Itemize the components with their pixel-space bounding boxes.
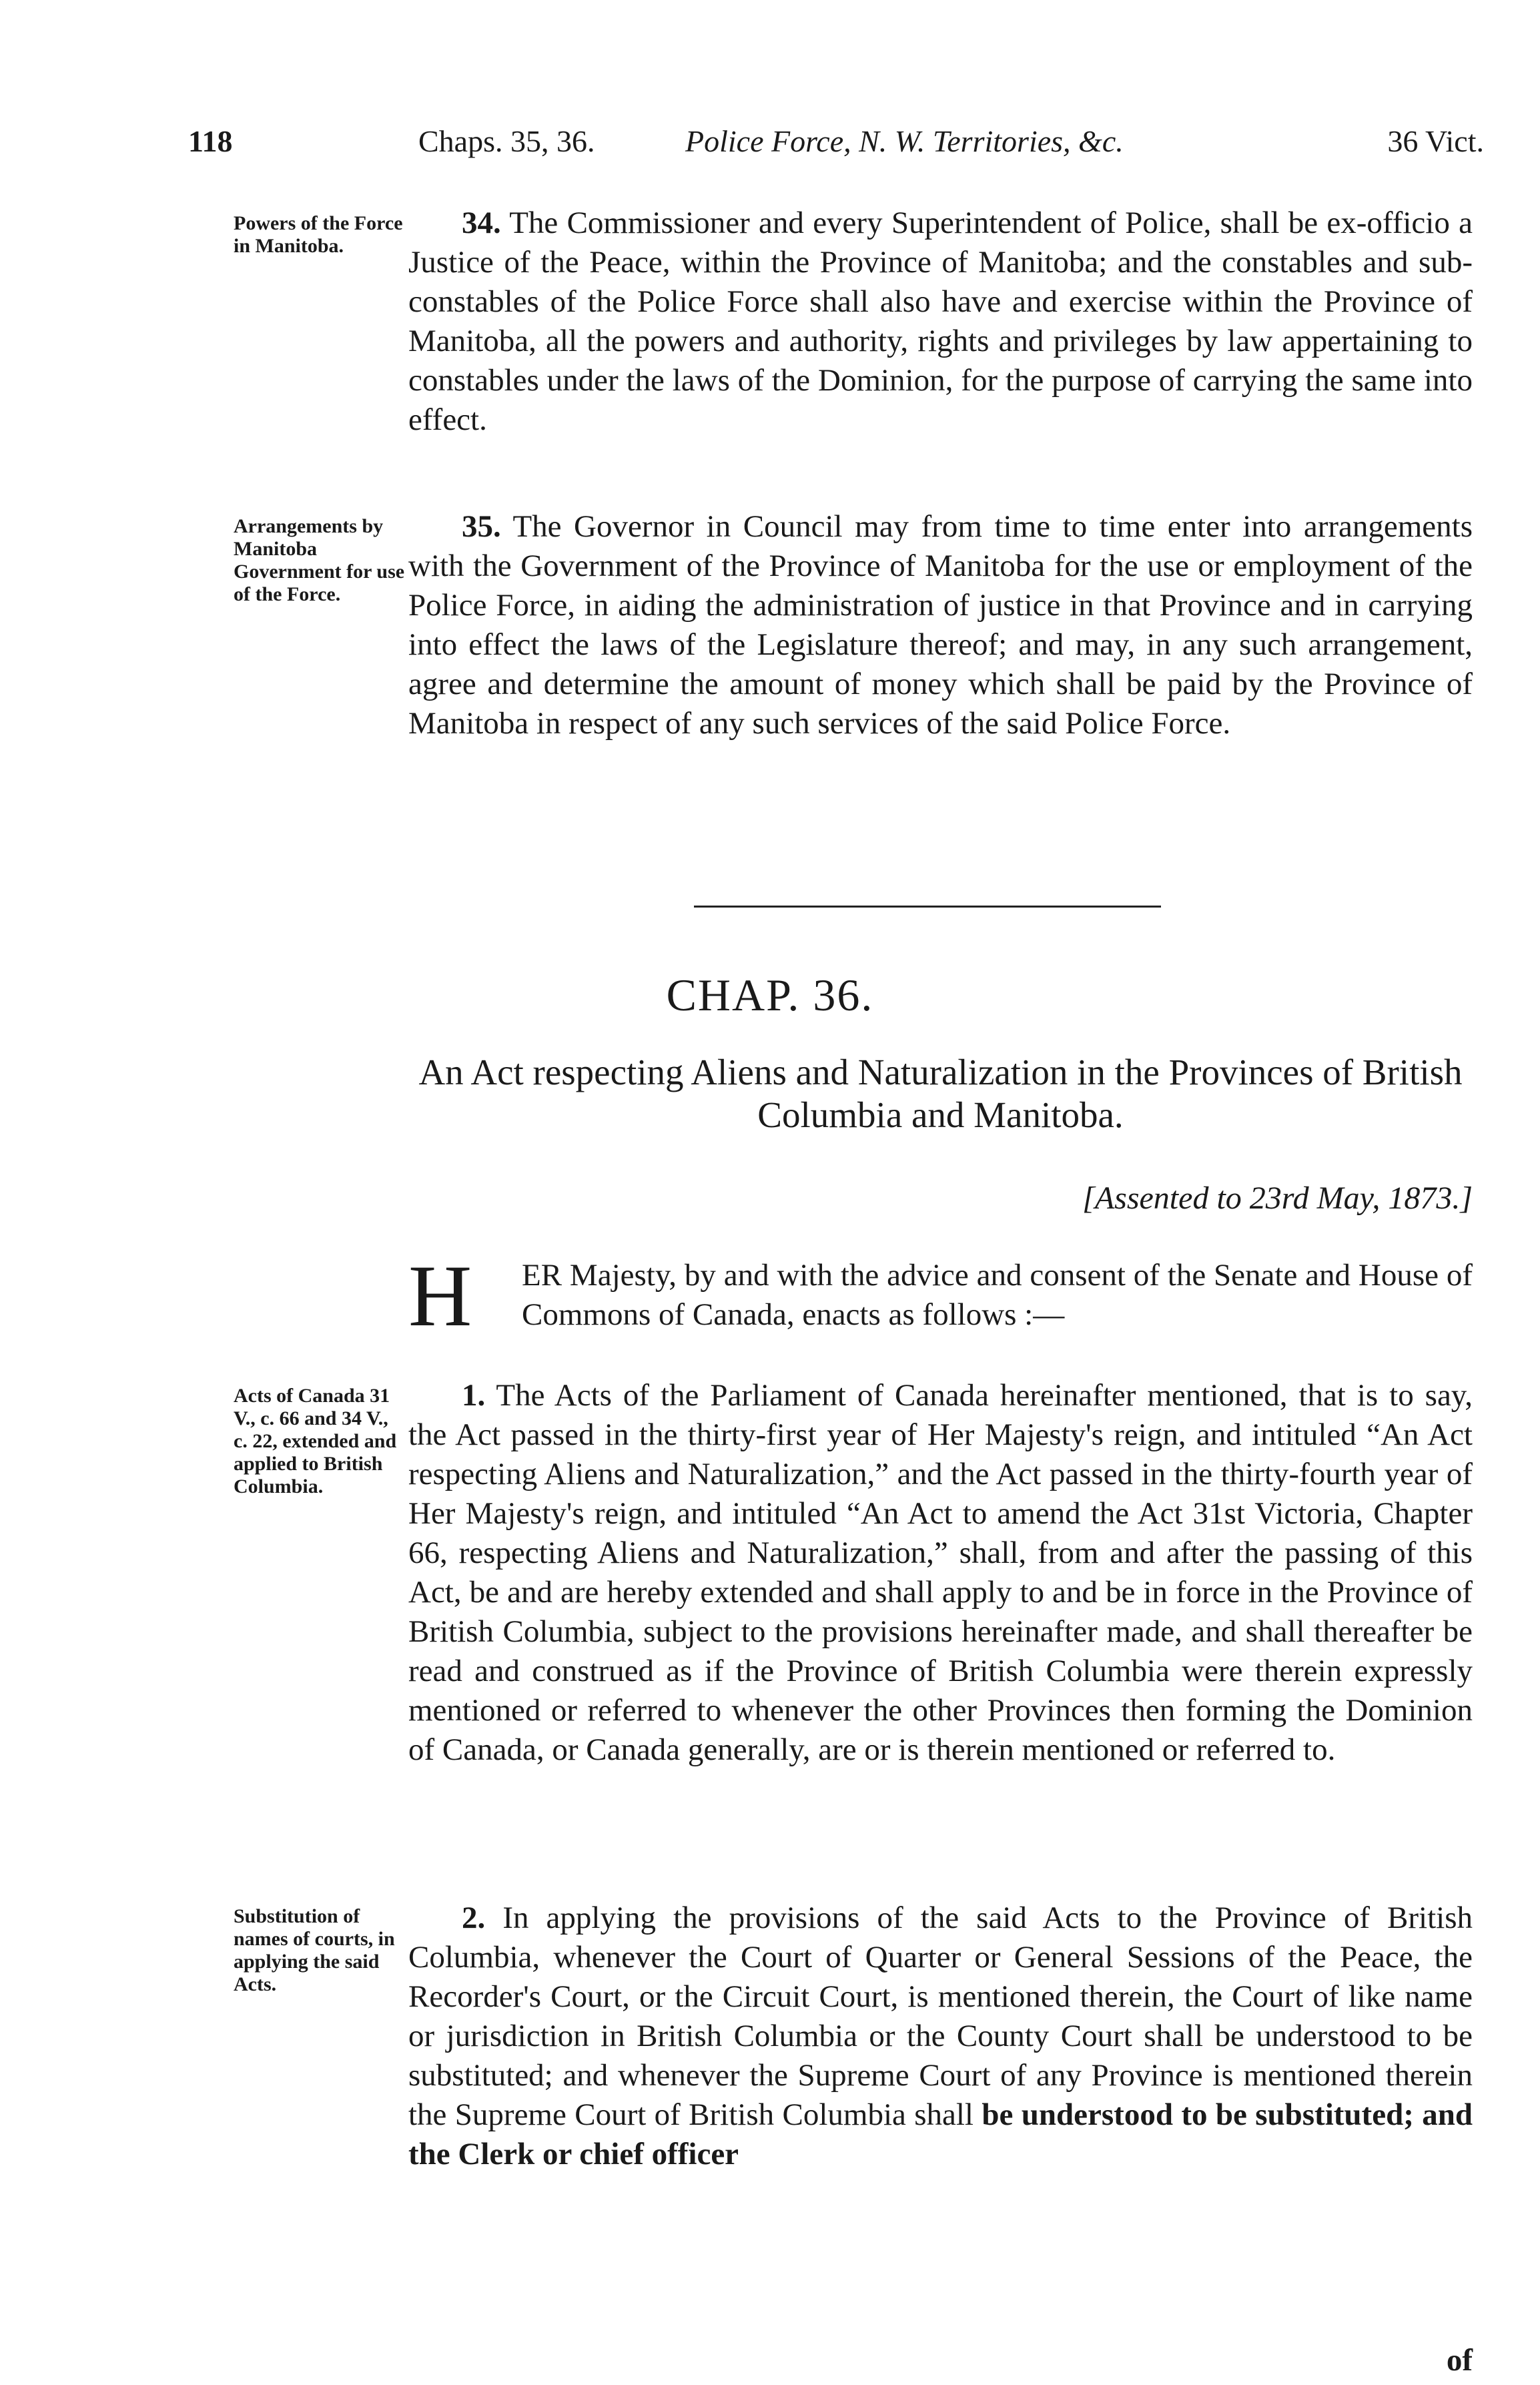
section-text: The Commissioner and every Superintendent of Police, shall be ex-officio a Justice of the Peace, within the Province of Manitoba; and the constables and sub-constables of the Police Force shall also have and exercise within the Province of Manitoba, all the powers and authority, rights and privileges by law appertaining to constables under the laws of the Dominion, for the purpose of carrying the same into effect. bbox=[408, 206, 1473, 437]
section-2 bbox=[408, 1899, 1473, 2174]
section-number: 34. bbox=[462, 206, 501, 240]
margin-note-section-1: Acts of Canada 31 V., c. 66 and 34 V., c. 22, extended and applied to British Columbia. bbox=[234, 1385, 397, 1497]
section-text: The Governor in Council may from time to time enter into arrangements with the Government of the Province of Manitoba for the use or employment of the Police Force, in aiding the administration of justice in that Province and in carrying into effect the laws of the Legislature thereof; and may, in any such arrangement, agree and determine the amount of money which shall be paid by the Province of Manitoba in respect of any such services of the said Police Force. bbox=[408, 509, 1473, 741]
act-title: An Act respecting Aliens and Naturalization in the Provinces of British Columbia and Manitoba. bbox=[418, 1052, 1463, 1135]
catchword: of bbox=[1446, 2343, 1473, 2378]
enacting-clause bbox=[408, 1247, 1473, 1345]
section-text: The Acts of the Parliament of Canada hereinafter mentioned, that is to say, the Act passed in the thirty-first year of Her Majesty's reign, and intituled “An Act respecting Aliens and Naturalization,” and the Act passed in the thirty-fourth year of Her Majesty's reign, and intituled “An Act to amend the Act 31st Victoria, Chapter 66, respecting Aliens and Naturalization,” shall, from and after the passing of this Act, be and are hereby extended and shall apply to and be in force in the Province of British Columbia, subject to the provisions hereinafter made, and shall thereafter be read and construed as if the Province of British Columbia were therein expressly mentioned or referred to whenever the other Provinces then forming the Dominion of Canada, or Canada generally, are or is therein mentioned or referred to. bbox=[408, 1378, 1473, 1767]
header-title: Police Force, N. W. Territories, &c. bbox=[685, 124, 1124, 158]
section-34 bbox=[408, 204, 1473, 440]
section-1 bbox=[408, 1376, 1473, 1770]
enacting-text: ER Majesty, by and with the advice and consent of the Senate and House of Commons of Canada, enacts as follows :— bbox=[522, 1258, 1473, 1332]
margin-note-section-35: Arrangements by Manitoba Government for use of the Force. bbox=[234, 515, 405, 605]
section-text: In applying the provisions of the said Acts to the Province of British Columbia, whenever the Court of Quarter or General Sessions of the Peace, the Recorder's Court, or the Circuit Court, is mentioned therein, the Court of like name or jurisdiction in British Columbia or the County Court shall be understood to be substituted; and whenever the Supreme Court of any Province is mentioned therein the Supreme Court of British Columbia shall bbox=[408, 1901, 1473, 2132]
section-number: 2. bbox=[462, 1901, 486, 1935]
section-text-tail: be understood to be substituted; and the Clerk or chief officer bbox=[408, 2097, 1473, 2171]
running-header bbox=[188, 123, 1484, 170]
drop-cap: H bbox=[408, 1247, 472, 1345]
header-chapters: Chaps. 35, 36. bbox=[418, 124, 595, 158]
assent-date: [Assented to 23rd May, 1873.] bbox=[1082, 1180, 1473, 1216]
header-regnal-year: 36 Vict. bbox=[1387, 124, 1484, 158]
margin-note-section-34: Powers of the Force in Manitoba. bbox=[234, 212, 403, 257]
chapter-divider bbox=[694, 906, 1161, 908]
section-35 bbox=[408, 507, 1473, 743]
section-number: 35. bbox=[462, 509, 501, 544]
section-number: 1. bbox=[462, 1378, 486, 1413]
chapter-heading: CHAP. 36. bbox=[666, 970, 874, 1020]
page-number: 118 bbox=[188, 124, 233, 158]
margin-note-section-2: Substitution of names of courts, in applying the said Acts. bbox=[234, 1905, 395, 1995]
